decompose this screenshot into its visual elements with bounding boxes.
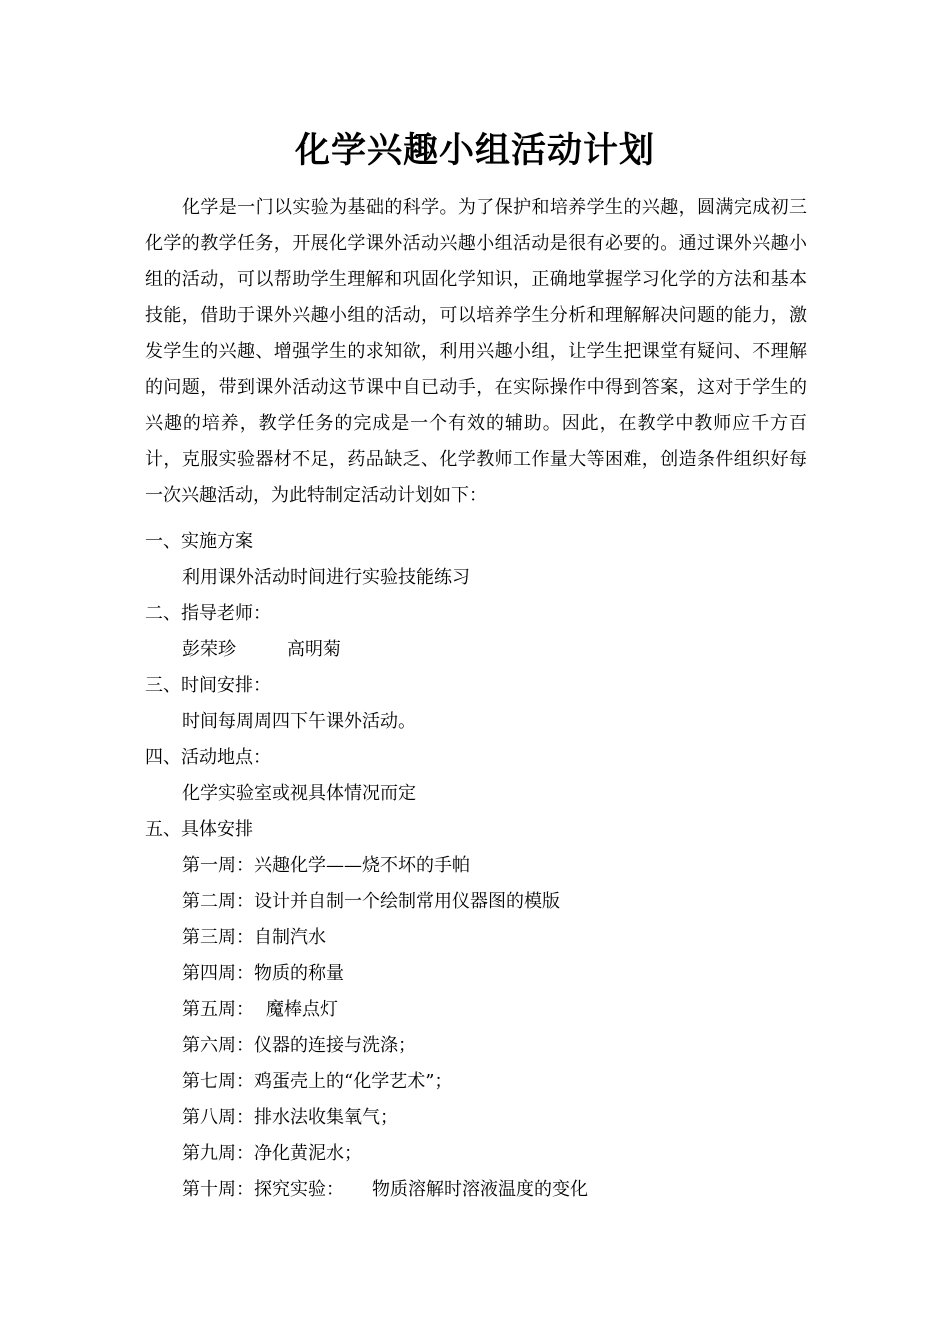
- schedule-item: [182, 1172, 588, 1208]
- schedule-item: [182, 1028, 416, 1064]
- plan-text: 利用课外活动时间进行实验技能练习: [182, 567, 470, 588]
- teacher-name-1: 彭荣珍: [182, 639, 236, 660]
- schedule-week: 第五周：: [182, 999, 254, 1020]
- schedule-heading: 五、具体安排: [145, 819, 253, 840]
- schedule-week: 第三周：: [182, 927, 254, 948]
- schedule-topic: 排水法收集氧气；: [254, 1107, 398, 1128]
- schedule-topic: 探究实验：: [254, 1179, 344, 1200]
- schedule-item: [182, 1100, 398, 1136]
- schedule-topic: 魔棒点灯: [266, 999, 338, 1020]
- schedule-week: 第一周：: [182, 855, 254, 876]
- schedule-item: [182, 1136, 362, 1172]
- schedule-week: 第十周：: [182, 1179, 254, 1200]
- schedule-week: 第四周：: [182, 963, 254, 984]
- schedule-item: [182, 1064, 452, 1100]
- teacher-name-2: 高明菊: [287, 639, 341, 660]
- place-heading: 四、活动地点：: [145, 747, 271, 768]
- place-text: 化学实验室或视具体情况而定: [182, 783, 416, 804]
- schedule-topic-detail: 物质溶解时溶液温度的变化: [372, 1179, 588, 1200]
- schedule-topic: 自制汽水: [254, 927, 326, 948]
- schedule-item: [182, 920, 326, 956]
- time-text: 时间每周周四下午课外活动。: [182, 711, 416, 732]
- schedule-topic: 仪器的连接与洗涤；: [254, 1035, 416, 1056]
- schedule-topic: 鸡蛋壳上的“化学艺术”；: [254, 1071, 453, 1092]
- schedule-item: [182, 884, 560, 920]
- schedule-week: 第九周：: [182, 1143, 254, 1164]
- schedule-week: 第八周：: [182, 1107, 254, 1128]
- document-title: 化学兴趣小组活动计划: [294, 130, 655, 171]
- schedule-item: [182, 992, 338, 1028]
- schedule-week: 第七周：: [182, 1071, 254, 1092]
- intro-paragraph: 化学是一门以实验为基础的科学。为了保护和培养学生的兴趣，圆满完成初三化学的教学任务，开展化学课外活动兴趣小组活动是很有必要的。通过课外兴趣小组的活动，可以帮助学生理解和巩固化学知识，正确地掌握学习化学的方法和基本技能，借助于课外兴趣小组的活动，可以培养学生分析和理解解决问题的能力，激发学生的兴趣、增强学生的求知欲，利用兴趣小组，让学生把课堂有疑问、不理解的问题，带到课外活动这节课中自已动手，在实际操作中得到答案，这对于学生的兴趣的培养，教学任务的完成是一个有效的辅助。因此，在教学中教师应千方百计，克服实验器材不足，药品缺乏、化学教师工作量大等困难，创造条件组织好每一次兴趣活动，为此特制定活动计划如下：: [145, 197, 807, 506]
- teachers-heading: 二、指导老师：: [145, 603, 271, 624]
- teachers-line: [182, 632, 341, 668]
- schedule-topic: 兴趣化学——烧不坏的手帕: [254, 855, 470, 876]
- schedule-topic: 净化黄泥水；: [254, 1143, 362, 1164]
- schedule-topic: 物质的称量: [254, 963, 344, 984]
- schedule-item: [182, 956, 344, 992]
- plan-heading: 一、实施方案: [145, 531, 253, 552]
- schedule-topic: 设计并自制一个绘制常用仪器图的模版: [254, 891, 560, 912]
- time-heading: 三、时间安排：: [145, 675, 271, 696]
- schedule-week: 第六周：: [182, 1035, 254, 1056]
- schedule-week: 第二周：: [182, 891, 254, 912]
- schedule-item: [182, 848, 470, 884]
